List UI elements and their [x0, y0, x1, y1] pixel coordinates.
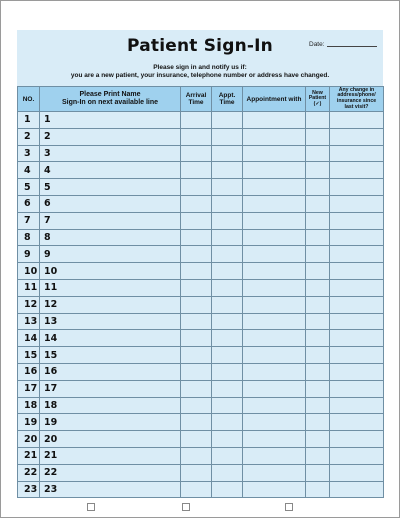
appt-time-cell[interactable]: [212, 363, 243, 380]
arrival-time-cell[interactable]: [181, 330, 212, 347]
name-cell[interactable]: 17: [40, 380, 181, 397]
notice-line-2: you are a new patient, your insurance, telephone number or address have changed.: [70, 72, 330, 79]
footer-checkbox-3[interactable]: [285, 503, 293, 511]
row-number: 4: [18, 162, 40, 179]
appointment-with-cell[interactable]: [243, 212, 306, 229]
table-row: [18, 380, 384, 397]
name-cell[interactable]: 2: [40, 128, 181, 145]
table-row: [18, 246, 384, 263]
change-cell[interactable]: [330, 447, 384, 464]
appointment-with-cell[interactable]: [243, 481, 306, 498]
change-cell[interactable]: [330, 296, 384, 313]
arrival-time-cell[interactable]: [181, 229, 212, 246]
new-patient-cell[interactable]: [306, 162, 330, 179]
new-patient-cell[interactable]: [306, 481, 330, 498]
form-title: Patient Sign-In: [127, 36, 273, 56]
new-patient-cell[interactable]: [306, 414, 330, 431]
appt-time-cell[interactable]: [212, 296, 243, 313]
new-patient-cell[interactable]: [306, 279, 330, 296]
row-number: 10: [18, 263, 40, 280]
arrival-time-cell[interactable]: [181, 363, 212, 380]
table-row: [18, 263, 384, 280]
footer-checkbox-2[interactable]: [182, 503, 190, 511]
arrival-time-cell[interactable]: [181, 431, 212, 448]
appt-time-cell[interactable]: [212, 229, 243, 246]
table-row: [18, 397, 384, 414]
new-patient-cell[interactable]: [306, 313, 330, 330]
header-no: NO.: [18, 87, 40, 112]
change-cell[interactable]: [330, 212, 384, 229]
appointment-with-cell[interactable]: [243, 347, 306, 364]
appointment-with-cell[interactable]: [243, 296, 306, 313]
arrival-time-cell[interactable]: [181, 464, 212, 481]
change-cell[interactable]: [330, 179, 384, 196]
arrival-time-cell[interactable]: [181, 263, 212, 280]
appointment-with-cell[interactable]: [243, 313, 306, 330]
appointment-with-cell[interactable]: [243, 246, 306, 263]
arrival-time-cell[interactable]: [181, 447, 212, 464]
change-cell[interactable]: [330, 229, 384, 246]
appt-time-cell[interactable]: [212, 162, 243, 179]
change-cell[interactable]: [330, 464, 384, 481]
appt-time-cell[interactable]: [212, 414, 243, 431]
arrival-time-cell[interactable]: [181, 347, 212, 364]
appt-time-cell[interactable]: [212, 212, 243, 229]
table-row: [18, 212, 384, 229]
notice-line-1: Please sign in and notify us if:: [153, 64, 247, 71]
table-row: [18, 179, 384, 196]
date-field[interactable]: [309, 41, 377, 48]
new-patient-cell[interactable]: [306, 380, 330, 397]
new-patient-cell[interactable]: [306, 128, 330, 145]
name-cell[interactable]: 23: [40, 481, 181, 498]
header-appointment-with: Appointment with: [243, 87, 306, 112]
name-cell[interactable]: 16: [40, 363, 181, 380]
name-cell[interactable]: 12: [40, 296, 181, 313]
appt-time-cell[interactable]: [212, 481, 243, 498]
new-patient-cell[interactable]: [306, 112, 330, 129]
change-cell[interactable]: [330, 195, 384, 212]
table-row: [18, 229, 384, 246]
appointment-with-cell[interactable]: [243, 330, 306, 347]
row-number: 12: [18, 296, 40, 313]
name-cell[interactable]: 4: [40, 162, 181, 179]
header-row: [18, 87, 384, 112]
change-cell[interactable]: [330, 330, 384, 347]
name-cell[interactable]: 21: [40, 447, 181, 464]
change-cell[interactable]: [330, 363, 384, 380]
header-appt-time: Appt. Time: [212, 87, 243, 112]
row-number: 14: [18, 330, 40, 347]
name-cell[interactable]: 11: [40, 279, 181, 296]
appointment-with-cell[interactable]: [243, 431, 306, 448]
arrival-time-cell[interactable]: [181, 481, 212, 498]
arrival-time-cell[interactable]: [181, 414, 212, 431]
appointment-with-cell[interactable]: [243, 179, 306, 196]
new-patient-cell[interactable]: [306, 145, 330, 162]
appt-time-cell[interactable]: [212, 246, 243, 263]
new-patient-cell[interactable]: [306, 447, 330, 464]
name-cell[interactable]: 14: [40, 330, 181, 347]
header-any-change: Any change in address/phone/ insurance since last visit?: [330, 87, 384, 112]
name-cell[interactable]: 20: [40, 431, 181, 448]
appt-time-cell[interactable]: [212, 128, 243, 145]
appt-time-cell[interactable]: [212, 431, 243, 448]
table-row: [18, 128, 384, 145]
name-cell[interactable]: 5: [40, 179, 181, 196]
footer-checkbox-1[interactable]: [87, 503, 95, 511]
row-number: 9: [18, 246, 40, 263]
table-row: [18, 195, 384, 212]
name-cell[interactable]: 8: [40, 229, 181, 246]
appt-time-cell[interactable]: [212, 112, 243, 129]
arrival-time-cell[interactable]: [181, 212, 212, 229]
appointment-with-cell[interactable]: [243, 112, 306, 129]
appointment-with-cell[interactable]: [243, 447, 306, 464]
change-cell[interactable]: [330, 263, 384, 280]
table-row: [18, 464, 384, 481]
name-cell[interactable]: 9: [40, 246, 181, 263]
table-row: [18, 481, 384, 498]
appointment-with-cell[interactable]: [243, 229, 306, 246]
table-row: [18, 431, 384, 448]
arrival-time-cell[interactable]: [181, 313, 212, 330]
change-cell[interactable]: [330, 397, 384, 414]
arrival-time-cell[interactable]: [181, 279, 212, 296]
appointment-with-cell[interactable]: [243, 279, 306, 296]
change-cell[interactable]: [330, 380, 384, 397]
row-number: 23: [18, 481, 40, 498]
table-row: [18, 363, 384, 380]
arrival-time-cell[interactable]: [181, 112, 212, 129]
name-cell[interactable]: 18: [40, 397, 181, 414]
new-patient-cell[interactable]: [306, 464, 330, 481]
appointment-with-cell[interactable]: [243, 363, 306, 380]
row-number: 18: [18, 397, 40, 414]
appt-time-cell[interactable]: [212, 195, 243, 212]
name-cell[interactable]: 7: [40, 212, 181, 229]
arrival-time-cell[interactable]: [181, 296, 212, 313]
new-patient-cell[interactable]: [306, 397, 330, 414]
appt-time-cell[interactable]: [212, 279, 243, 296]
appointment-with-cell[interactable]: [243, 195, 306, 212]
table-body: [18, 112, 384, 498]
sign-in-table: [17, 86, 384, 498]
change-cell[interactable]: [330, 145, 384, 162]
appt-time-cell[interactable]: [212, 145, 243, 162]
arrival-time-cell[interactable]: [181, 246, 212, 263]
arrival-time-cell[interactable]: [181, 397, 212, 414]
name-cell[interactable]: 13: [40, 313, 181, 330]
name-cell[interactable]: 6: [40, 195, 181, 212]
arrival-time-cell[interactable]: [181, 380, 212, 397]
change-cell[interactable]: [330, 112, 384, 129]
appointment-with-cell[interactable]: [243, 162, 306, 179]
row-number: 13: [18, 313, 40, 330]
table-row: [18, 330, 384, 347]
name-cell[interactable]: 1: [40, 112, 181, 129]
appointment-with-cell[interactable]: [243, 380, 306, 397]
new-patient-cell[interactable]: [306, 431, 330, 448]
header-arrival-time: Arrival Time: [181, 87, 212, 112]
row-number: 21: [18, 447, 40, 464]
date-label: Date:: [309, 41, 325, 48]
appt-time-cell[interactable]: [212, 464, 243, 481]
table-row: [18, 296, 384, 313]
appointment-with-cell[interactable]: [243, 414, 306, 431]
arrival-time-cell[interactable]: [181, 128, 212, 145]
name-cell[interactable]: 10: [40, 263, 181, 280]
row-number: 3: [18, 145, 40, 162]
row-number: 1: [18, 112, 40, 129]
appointment-with-cell[interactable]: [243, 464, 306, 481]
row-number: 16: [18, 363, 40, 380]
name-cell[interactable]: 3: [40, 145, 181, 162]
row-number: 22: [18, 464, 40, 481]
row-number: 15: [18, 347, 40, 364]
new-patient-cell[interactable]: [306, 229, 330, 246]
table-row: [18, 447, 384, 464]
table-row: [18, 162, 384, 179]
appt-time-cell[interactable]: [212, 380, 243, 397]
new-patient-cell[interactable]: [306, 263, 330, 280]
row-number: 11: [18, 279, 40, 296]
change-cell[interactable]: [330, 481, 384, 498]
appointment-with-cell[interactable]: [243, 128, 306, 145]
table-row: [18, 145, 384, 162]
row-number: 5: [18, 179, 40, 196]
new-patient-cell[interactable]: [306, 246, 330, 263]
row-number: 6: [18, 195, 40, 212]
change-cell[interactable]: [330, 246, 384, 263]
appointment-with-cell[interactable]: [243, 397, 306, 414]
change-cell[interactable]: [330, 431, 384, 448]
new-patient-cell[interactable]: [306, 212, 330, 229]
change-cell[interactable]: [330, 128, 384, 145]
table-row: [18, 414, 384, 431]
arrival-time-cell[interactable]: [181, 179, 212, 196]
change-cell[interactable]: [330, 162, 384, 179]
name-cell[interactable]: 19: [40, 414, 181, 431]
appt-time-cell[interactable]: [212, 313, 243, 330]
table-row: [18, 313, 384, 330]
header-name: Please Print Name Sign-In on next available line: [40, 87, 181, 112]
date-line: [327, 46, 377, 47]
sign-in-sheet: [17, 30, 383, 495]
change-cell[interactable]: [330, 347, 384, 364]
appt-time-cell[interactable]: [212, 179, 243, 196]
table-row: [18, 112, 384, 129]
new-patient-cell[interactable]: [306, 330, 330, 347]
arrival-time-cell[interactable]: [181, 145, 212, 162]
row-number: 17: [18, 380, 40, 397]
row-number: 20: [18, 431, 40, 448]
appointment-with-cell[interactable]: [243, 145, 306, 162]
appt-time-cell[interactable]: [212, 447, 243, 464]
row-number: 8: [18, 229, 40, 246]
appointment-with-cell[interactable]: [243, 263, 306, 280]
appt-time-cell[interactable]: [212, 330, 243, 347]
appt-time-cell[interactable]: [212, 347, 243, 364]
new-patient-cell[interactable]: [306, 195, 330, 212]
header-new-patient: New Patient (✓): [306, 87, 330, 112]
appt-time-cell[interactable]: [212, 263, 243, 280]
appt-time-cell[interactable]: [212, 397, 243, 414]
table-row: [18, 347, 384, 364]
arrival-time-cell[interactable]: [181, 162, 212, 179]
change-cell[interactable]: [330, 313, 384, 330]
name-cell[interactable]: 22: [40, 464, 181, 481]
new-patient-cell[interactable]: [306, 347, 330, 364]
change-cell[interactable]: [330, 414, 384, 431]
new-patient-cell[interactable]: [306, 179, 330, 196]
new-patient-cell[interactable]: [306, 296, 330, 313]
arrival-time-cell[interactable]: [181, 195, 212, 212]
row-number: 7: [18, 212, 40, 229]
change-cell[interactable]: [330, 279, 384, 296]
table-row: [18, 279, 384, 296]
row-number: 2: [18, 128, 40, 145]
new-patient-cell[interactable]: [306, 363, 330, 380]
name-cell[interactable]: 15: [40, 347, 181, 364]
row-number: 19: [18, 414, 40, 431]
